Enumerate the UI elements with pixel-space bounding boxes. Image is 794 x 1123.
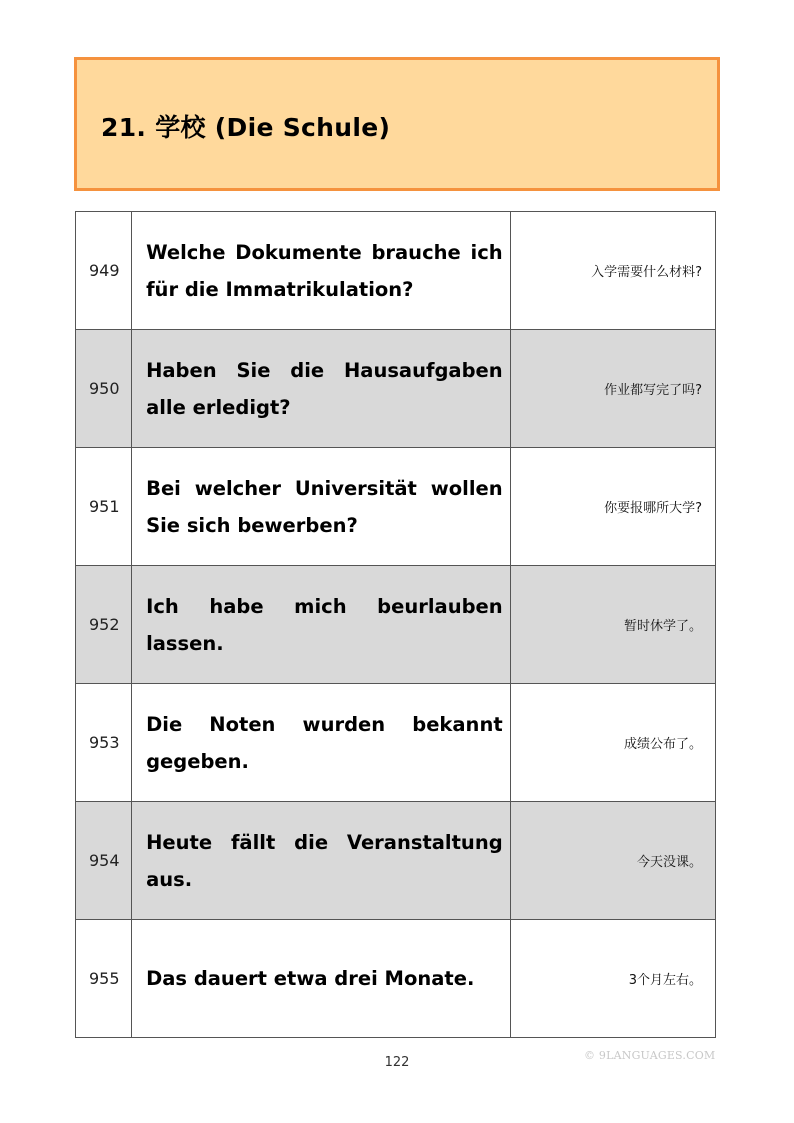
german-phrase: Heute fällt die Veranstaltung aus.	[132, 802, 511, 920]
table-row	[76, 330, 716, 448]
chinese-translation: 你要报哪所大学?	[510, 448, 715, 566]
page-number: 122	[384, 1055, 410, 1070]
table-row	[76, 566, 716, 684]
chinese-translation: 作业都写完了吗?	[510, 330, 715, 448]
chinese-translation: 入学需要什么材料?	[510, 212, 715, 330]
phrase-number: 949	[76, 212, 132, 330]
chapter-title-box	[74, 57, 720, 191]
german-phrase: Haben Sie die Hausaufgaben alle erledigt?	[132, 330, 511, 448]
phrase-number: 952	[76, 566, 132, 684]
table-row	[76, 448, 716, 566]
chapter-title: 21. 学校 (Die Schule)	[101, 113, 391, 142]
chinese-translation: 暂时休学了。	[510, 566, 715, 684]
table-row	[76, 802, 716, 920]
german-phrase: Welche Dokumente brauche ich für die Immatrikulation?	[132, 212, 511, 330]
phrase-number: 955	[76, 920, 132, 1038]
phrase-number: 951	[76, 448, 132, 566]
chinese-translation: 今天没课。	[510, 802, 715, 920]
phrase-table	[75, 211, 716, 1038]
table-row	[76, 920, 716, 1038]
german-phrase: Das dauert etwa drei Monate.	[132, 920, 511, 1038]
copyright-watermark: © 9LANGUAGES.COM	[584, 1049, 716, 1062]
german-phrase: Die Noten wurden bekannt gegeben.	[132, 684, 511, 802]
phrase-number: 950	[76, 330, 132, 448]
german-phrase: Ich habe mich beurlauben lassen.	[132, 566, 511, 684]
german-phrase: Bei welcher Universität wollen Sie sich bewerben?	[132, 448, 511, 566]
table-row	[76, 212, 716, 330]
phrase-number: 954	[76, 802, 132, 920]
chinese-translation: 3个月左右。	[510, 920, 715, 1038]
table-row	[76, 684, 716, 802]
phrase-number: 953	[76, 684, 132, 802]
chinese-translation: 成绩公布了。	[510, 684, 715, 802]
